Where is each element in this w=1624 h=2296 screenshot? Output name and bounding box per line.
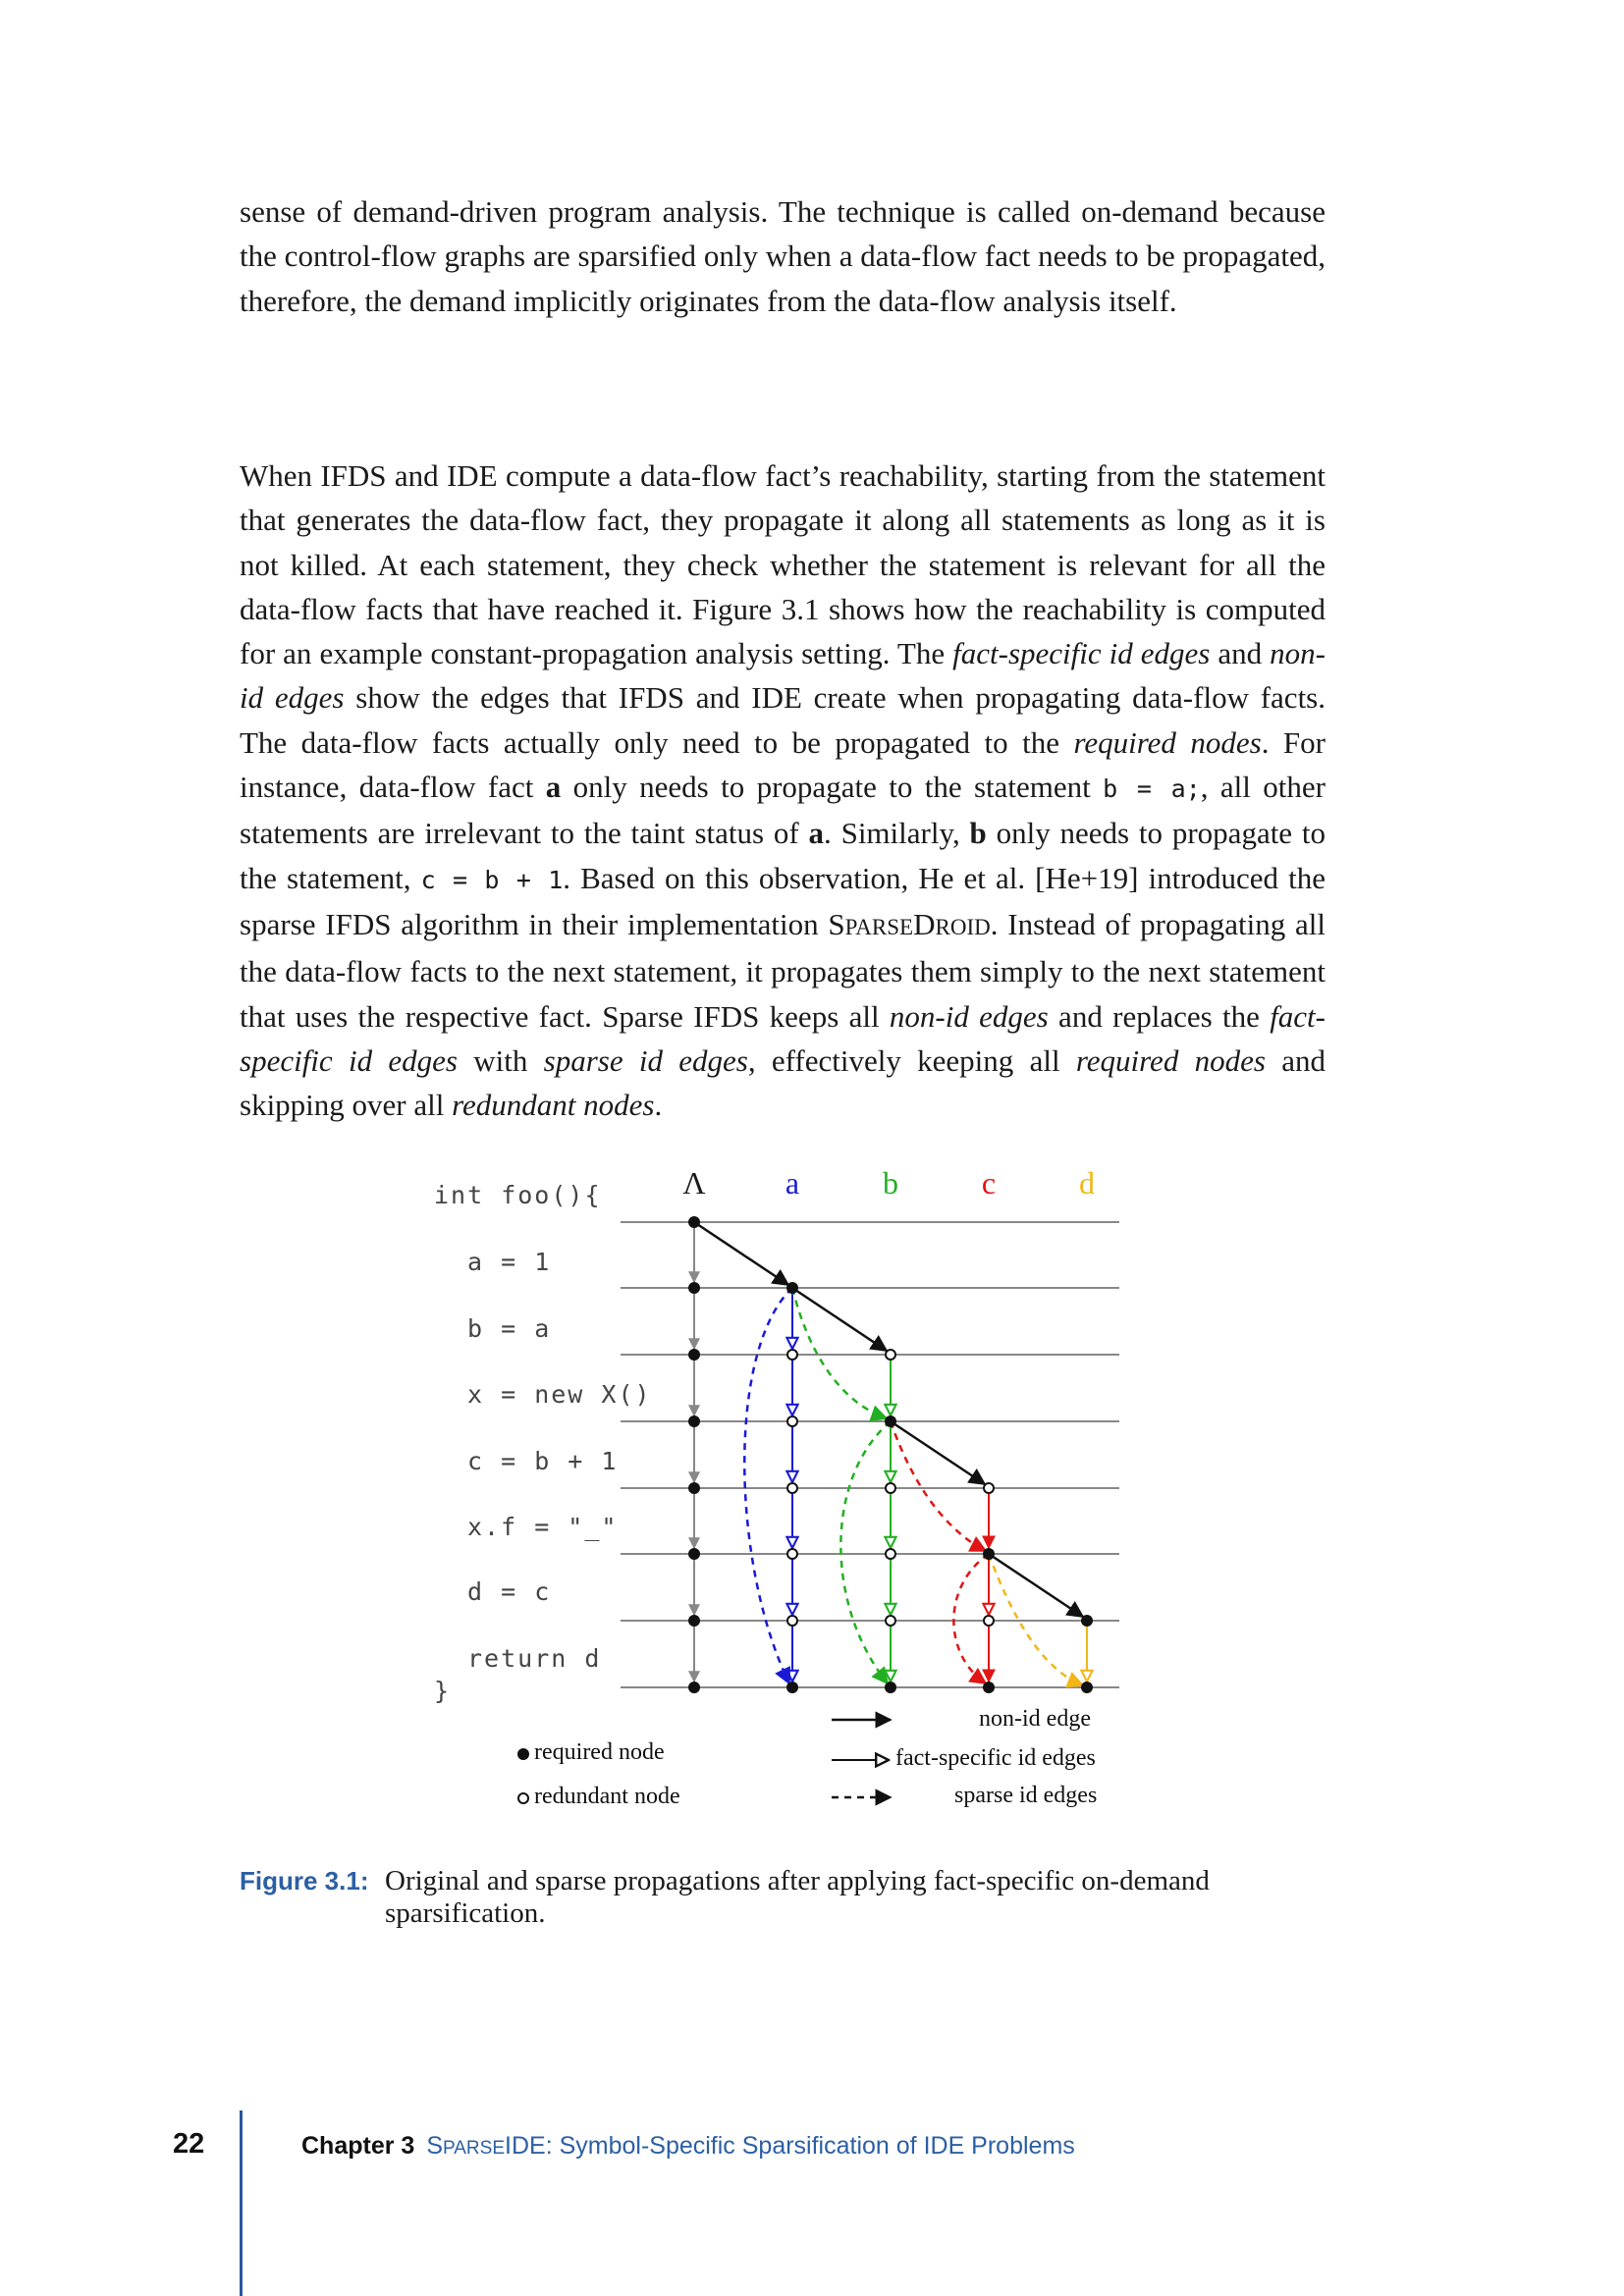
code-closing-brace: } — [434, 1677, 452, 1705]
code-line-6: d = c — [467, 1577, 552, 1606]
chapter-label: Chapter 3 — [301, 2132, 415, 2160]
legend-fact-specific-id-edges: fact-specific id edges — [895, 1745, 1096, 1771]
caption-text: Original and sparse propagations after applying fact-specific on-demand sparsification. — [385, 1865, 1210, 1929]
code-line-2: b = a — [467, 1314, 552, 1343]
code-line-3: x = new X() — [467, 1380, 652, 1409]
paragraph-2: When IFDS and IDE compute a data-flow fact’s reachability, starting from the statement that generates the data-flow fact, they propagate it along all statements as long as it is not killed. At each statement, they check whether the statement is relevant for all the data-flow facts that have reached it. Figure 3.1 shows how the reachability is computed for an example constant-propagation analysis setting. The fact-specific id edges and non-id edges show the edges that IFDS and IDE create when propagating data-flow facts. The data-flow facts actually only need to be propagated to the required nodes. For instance, data-flow fact a only needs to propagate to the statement b = a;, all other statements are irrelevant to the taint status of a. Similarly, b only needs to propagate to the statement, c = b + 1. Based on this observation, He et al. [He+19] introduced the sparse IFDS algorithm in their implementation SPARSEDROID. Instead of propagating all the data-flow facts to the next statement, it propagates them simply to the next statement that uses the respective fact. Sparse IFDS keeps all non-id edges and replaces the fact-specific id edges with sparse id edges, effectively keeping all required nodes and skipping over all redundant nodes. — [240, 458, 1326, 1123]
column-label-c: c — [981, 1165, 997, 1201]
figure-3-1 — [412, 1153, 1139, 1841]
chapter-title: SPARSEIDE: Symbol-Specific Sparsification of IDE Problems — [426, 2132, 1075, 2160]
code-line-1: a = 1 — [467, 1248, 552, 1276]
legend-required-node: required node — [534, 1739, 665, 1765]
column-label-d: d — [1079, 1165, 1095, 1201]
running-footer — [301, 2132, 1075, 2161]
code-header: int foo(){ — [434, 1181, 602, 1209]
code-line-4: c = b + 1 — [467, 1447, 619, 1475]
legend-non-id-edge: non-id edge — [979, 1706, 1091, 1732]
paragraph-1: sense of demand-driven program analysis. The technique is called on-demand because the control-flow graphs are sparsified only when a data-flow fact needs to be propagated, therefore, the demand implicitly originates from the data-flow analysis itself. — [240, 194, 1326, 318]
column-label-a: a — [785, 1165, 800, 1201]
column-label-b: b — [883, 1165, 898, 1201]
footer-vertical-rule — [240, 2110, 243, 2296]
page-number: 22 — [173, 2128, 205, 2160]
column-label-lambda: Λ — [682, 1165, 706, 1201]
caption-label: Figure 3.1: — [240, 1866, 369, 1896]
code-line-7: return d — [467, 1644, 602, 1673]
legend-redundant-node: redundant node — [534, 1784, 680, 1809]
figure-caption — [240, 1865, 1329, 1930]
exploded-supergraph — [412, 1153, 1139, 1841]
legend-sparse-id-edges: sparse id edges — [954, 1783, 1098, 1808]
code-line-5: x.f = "_" — [467, 1513, 619, 1541]
